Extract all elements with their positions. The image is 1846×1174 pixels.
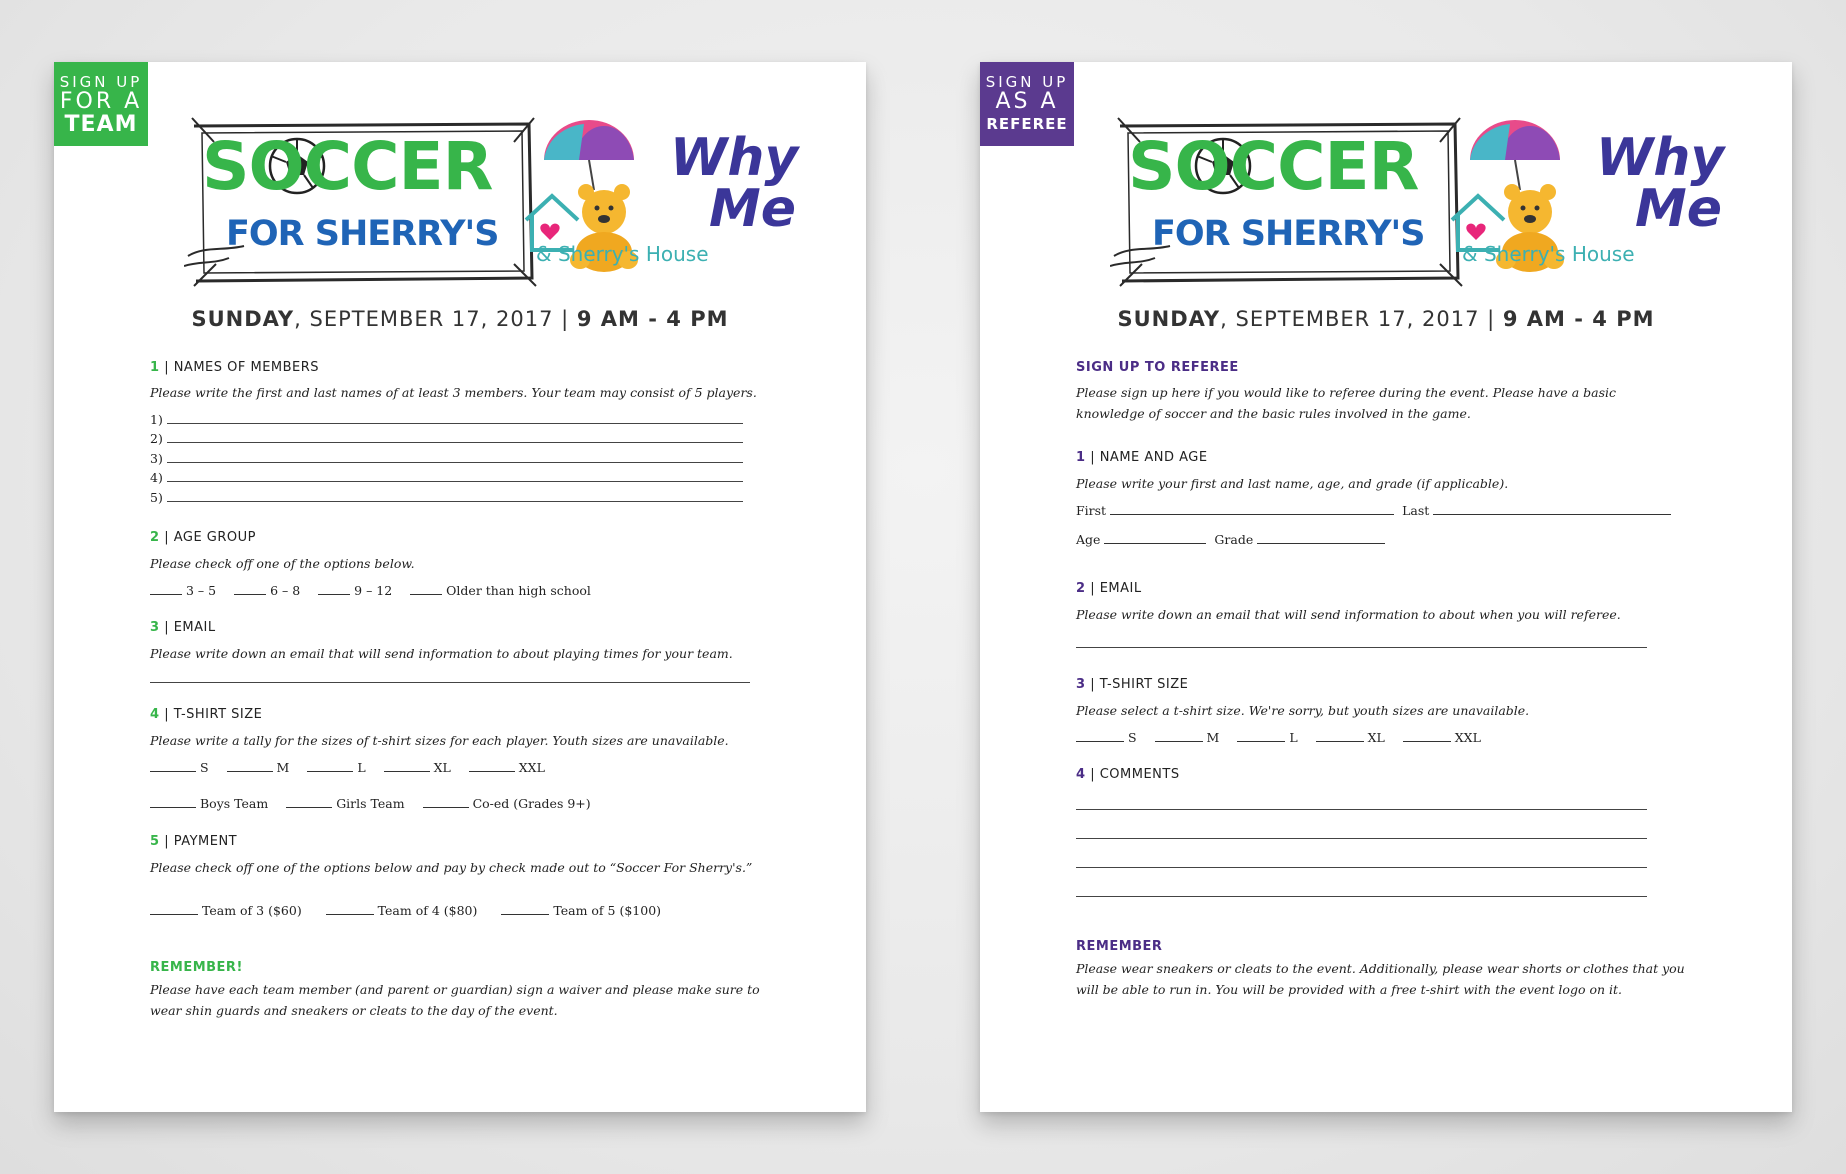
referee-form-content: [1076, 360, 1696, 1000]
age-group-options: [150, 582, 770, 598]
heart-icon: [1466, 224, 1485, 240]
badge-line-1: SIGN UP: [985, 73, 1069, 91]
tshirt-size-options: [1076, 729, 1696, 745]
remember-text: Please wear sneakers or cleats to the event. Additionally, please wear shorts or clothes that you will be able to run in. You will be provided with a free t-shirt with the event logo on it.: [1076, 961, 1685, 997]
payment-option[interactable]: Team of 5 ($100): [501, 902, 661, 918]
section-instructions: Please check off one of the options below.: [150, 555, 415, 571]
size-option[interactable]: S: [150, 759, 209, 775]
section-heading: 4 | T-SHIRT SIZE: [150, 706, 263, 722]
section-instructions: Please write down an email that will send information to about playing times for your team.: [150, 645, 733, 661]
size-option[interactable]: M: [227, 759, 290, 775]
umbrella-icon: [544, 120, 634, 190]
payment-options: [150, 902, 770, 918]
remember-text: Please have each team member (and parent or guardian) sign a waiver and please make sure to wear shin guards and sneakers or cleats to the day of the event.: [150, 981, 760, 1018]
member-line[interactable]: 1): [150, 407, 770, 427]
badge-line-1: SIGN UP: [59, 73, 143, 91]
size-option[interactable]: XL: [1316, 729, 1385, 745]
email-line[interactable]: [1076, 647, 1647, 648]
member-line[interactable]: 5): [150, 485, 770, 505]
for-sherrys-logo-text: FOR SHERRY'S: [1152, 214, 1425, 254]
size-option[interactable]: L: [1237, 729, 1297, 745]
soccer-logo-text: SOCCER: [1128, 128, 1419, 205]
sign-up-referee-badge: [980, 62, 1074, 146]
umbrella-icon: [1470, 120, 1560, 190]
section-instructions: Please write down an email that will send information to about when you will referee.: [1076, 607, 1621, 622]
grade-field[interactable]: Grade: [1214, 532, 1385, 547]
section-heading: 4 | COMMENTS: [1076, 767, 1180, 782]
section-instructions: Please check off one of the options below and pay by check made out to “Soccer For Sherry's.”: [150, 859, 753, 875]
section-heading: 2 | AGE GROUP: [150, 529, 256, 545]
team-type-option[interactable]: Boys Team: [150, 795, 268, 811]
badge-line-2: AS A: [995, 89, 1059, 114]
comments-lines[interactable]: [1076, 785, 1647, 897]
members-list: [150, 407, 770, 505]
team-form-content: [150, 360, 770, 1021]
email-line[interactable]: [150, 682, 750, 683]
badge-line-3: TEAM: [64, 112, 138, 137]
section-instructions: Please write your first and last name, age, and grade (if applicable).: [1076, 476, 1509, 491]
member-line[interactable]: 2): [150, 427, 770, 447]
section-heading: 3 | T-SHIRT SIZE: [1076, 677, 1189, 692]
referee-signup-sheet: [980, 62, 1792, 1112]
section-heading: 1 | NAME AND AGE: [1076, 450, 1208, 465]
why-logo-text: Why: [1596, 128, 1725, 188]
why-logo-text: Why: [670, 128, 799, 188]
size-option[interactable]: XL: [384, 759, 451, 775]
name-fields: [1076, 502, 1696, 518]
tshirt-size-options: [150, 759, 770, 775]
age-option[interactable]: 6 – 8: [234, 582, 300, 598]
event-day: SUNDAY: [191, 307, 295, 331]
payment-option[interactable]: Team of 3 ($60): [150, 902, 302, 918]
for-sherrys-logo-text: FOR SHERRY'S: [226, 214, 499, 254]
size-option[interactable]: L: [307, 759, 365, 775]
event-date-text: , SEPTEMBER 17, 2017 |: [294, 307, 577, 331]
member-line[interactable]: 3): [150, 446, 770, 466]
first-name-field[interactable]: First: [1076, 503, 1394, 518]
sign-up-team-badge: [54, 62, 148, 146]
age-option[interactable]: 9 – 12: [318, 582, 392, 598]
section-instructions: Please write a tally for the sizes of t-shirt sizes for each player. Youth sizes are unavailable.: [150, 732, 729, 748]
team-type-option[interactable]: Co-ed (Grades 9+): [423, 795, 591, 811]
sherrys-house-logo-text: & Sherry's House: [1462, 242, 1635, 266]
section-heading: 2 | EMAIL: [1076, 581, 1142, 596]
age-option[interactable]: 3 – 5: [150, 582, 216, 598]
member-line[interactable]: 4): [150, 466, 770, 486]
age-field[interactable]: Age: [1076, 532, 1206, 547]
me-logo-text: Me: [1635, 179, 1723, 239]
section-instructions: Please select a t-shirt size. We're sorry, but youth sizes are unavailable.: [1076, 703, 1530, 718]
last-name-field[interactable]: Last: [1402, 503, 1671, 518]
section-heading: 5 | PAYMENT: [150, 833, 238, 849]
size-option[interactable]: XXL: [1403, 729, 1481, 745]
remember-heading: REMEMBER!: [150, 959, 243, 975]
size-option[interactable]: XXL: [469, 759, 545, 775]
heart-icon: [540, 224, 559, 240]
event-time: 9 AM - 4 PM: [576, 307, 729, 331]
age-grade-fields: [1076, 531, 1696, 547]
badge-line-3: REFEREE: [986, 115, 1068, 133]
team-signup-sheet: [54, 62, 866, 1112]
event-date: [54, 307, 866, 331]
sherrys-house-logo-text: & Sherry's House: [536, 242, 709, 266]
referee-intro-text: Please sign up here if you would like to referee during the event. Please have a basic knowledge of soccer and the basic rules involved in the game.: [1076, 385, 1617, 421]
section-heading: 1 | NAMES OF MEMBERS: [150, 360, 320, 375]
team-type-options: [150, 795, 770, 811]
event-time: 9 AM - 4 PM: [1502, 307, 1655, 331]
badge-line-2: FOR A: [59, 89, 143, 114]
remember-heading: REMEMBER: [1076, 939, 1163, 954]
me-logo-text: Me: [709, 179, 797, 239]
soccer-logo-text: SOCCER: [202, 128, 493, 205]
referee-intro-heading: SIGN UP TO REFEREE: [1076, 360, 1239, 375]
payment-option[interactable]: Team of 4 ($80): [326, 902, 478, 918]
event-date: [980, 307, 1792, 331]
size-option[interactable]: S: [1076, 729, 1137, 745]
size-option[interactable]: M: [1155, 729, 1220, 745]
team-type-option[interactable]: Girls Team: [286, 795, 404, 811]
age-option[interactable]: Older than high school: [410, 582, 591, 598]
section-heading: 3 | EMAIL: [150, 619, 216, 635]
event-date-text: , SEPTEMBER 17, 2017 |: [1220, 307, 1503, 331]
section-instructions: Please write the first and last names of at least 3 members. Your team may consist of 5 players.: [150, 385, 757, 400]
event-day: SUNDAY: [1117, 307, 1221, 331]
